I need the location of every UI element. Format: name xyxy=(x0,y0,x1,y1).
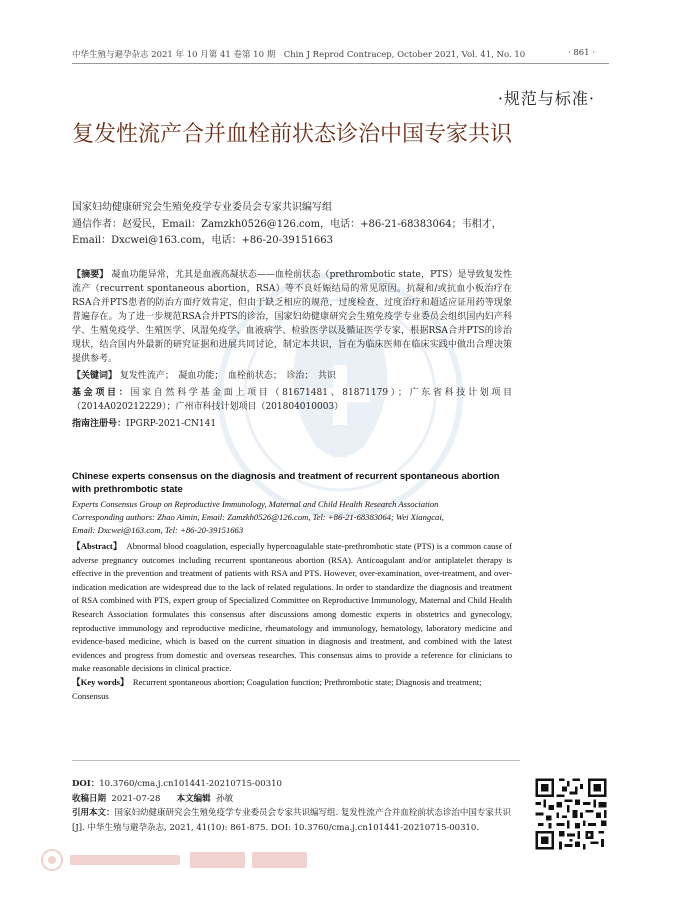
article-footer xyxy=(72,777,522,835)
english-author-group: Experts Consensus Group on Reproductive Immunology, Maternal and Child Health Research Association xyxy=(72,499,439,509)
dates-line xyxy=(72,792,522,807)
english-keywords-label: 【Key words】 xyxy=(72,676,129,687)
fund-text: 国家自然科学基金面上项目（81671481、81871179）；广东省科技计划项目（2014A020212229）；广州市科技计划项目（201804010003） xyxy=(72,388,512,412)
keywords-paragraph xyxy=(72,369,512,383)
publisher-logo xyxy=(40,848,330,872)
received-label: 收稿日期 xyxy=(72,793,107,804)
doi-line xyxy=(72,777,522,792)
editor-label: 本文编辑 xyxy=(176,793,211,804)
footer-divider xyxy=(72,760,520,761)
editor-name: 孙敏 xyxy=(216,793,234,804)
article-title: 复发性流产合并血栓前状态诊治中国专家共识 xyxy=(72,122,513,147)
doi-label: DOI： xyxy=(72,779,100,789)
guideline-id: IPGRP-2021-CN141 xyxy=(126,419,217,429)
english-keywords-paragraph xyxy=(72,676,512,703)
qr-code-icon[interactable] xyxy=(533,776,609,852)
english-abstract-text: Abnormal blood coagulation, especially hypercoagulable state-prethrombotic state (PTS) is a common cause of adverse pregnancy outcomes including recurrent spontaneous abortion (RSA). Anticoagulant and/or antiplatelet therapy is effective in the prevention and treatment of patients with RSA and PTS. However, over-examination, over-treatment, and over-indication medication are widespread due to the lack of related regulations. In order to standardize the diagnosis and treatment of RSA combined with PTS, expert group of Specialized Committee on Reproductive Immunology, Maternal and Child Health Research Association formulates this consensus after discussions among domestic experts in obstetrics and gynecology, reproductive immunology and reproductive medicine, rheumatology and immunology, hematology, laboratory medicine and evidence-based medicine, which is based on the current situation in diagnosis and treatment, and combined with the latest evidences and progress from domestic and overseas researches. This consensus aims to provide a reference for clinicians to make reasonable decisions in clinical practice. xyxy=(72,541,513,674)
english-title: Chinese experts consensus on the diagnosis and treatment of recurrent spontaneous abortion with prethrombotic state xyxy=(72,471,500,495)
citation-line xyxy=(72,806,522,835)
chinese-abstract xyxy=(72,268,512,431)
fund-paragraph xyxy=(72,386,512,414)
corresponding-author-line-2: Email：Dxcwei@163.com，电话：+86-20-39151663 xyxy=(72,235,333,246)
running-header-journal: 中华生殖与避孕杂志 2021 年 10 月第 41 卷第 10 期 Chin J Reprod Contracep, October 2021, Vol. 41, No. 10 xyxy=(72,50,526,60)
chinese-abstract-paragraph xyxy=(72,268,512,366)
guideline-paragraph xyxy=(72,417,512,431)
english-corresponding-line-2: Email: Dxcwei@163.com, Tel: +86-20-39151663 xyxy=(72,525,244,535)
author-group: 国家妇幼健康研究会生殖免疫学专业委员会专家共识编写组 xyxy=(72,202,332,213)
citation-label: 引用本文： xyxy=(72,808,115,818)
citation-text: 国家妇幼健康研究会生殖免疫学专业委员会专家共识编写组. 复发性流产合并血栓前状态诊治中国专家共识[J]. 中华生殖与避孕杂志, 2021, 41(10): 861-875. DOI: 10.3760/cma.j.cn101441-20210715-00310. xyxy=(72,808,511,833)
column-label: ·规范与标准· xyxy=(497,89,595,108)
corresponding-author-line-1: 通信作者：赵爱民，Email：Zamzkh0526@126.com，电话：+86-21-68383064；韦相才， xyxy=(72,218,502,230)
header-divider xyxy=(72,63,609,64)
guideline-label: 指南注册号： xyxy=(72,419,127,429)
english-keywords-text: Recurrent spontaneous abortion; Coagulation function; Prethrombotic state; Diagnosis and treatment; Consensus xyxy=(72,676,482,701)
author-block xyxy=(72,200,542,250)
english-abstract-paragraph xyxy=(72,540,512,676)
doi-link[interactable]: 10.3760/cma.j.cn101441-20210715-00310 xyxy=(99,779,282,789)
english-corresponding-line-1: Corresponding authors: Zhao Aimin, Email: Zamzkh0526@126.com, Tel: +86-21-68383064; Wei Xiangcai, xyxy=(72,512,444,522)
english-abstract-block xyxy=(72,470,512,703)
received-date: 2021-07-28 xyxy=(111,793,161,804)
abstract-text: 凝血功能异常，尤其是血液高凝状态——血栓前状态（prethrombotic state，PTS）是导致复发性流产（recurrent spontaneous abortion，RSA）等不良妊娠结局的常见原因。抗凝和/或抗血小板治疗在RSA合并PTS患者的防治方面疗效肯定，但由于缺乏相应的规范，过度检查、过度治疗和超适应证用药等现象普遍存在。为了进一步规范RSA合并PTS的诊治，国家妇幼健康研究会生殖免疫学专业委员会组织国内妇产科学、生殖免疫学、生殖医学、风湿免疫学、血液病学、检验医学以及循证医学专家，根据RSA合并PTS的诊治现状，结合国内外最新的研究证据和进展共同讨论，制定本共识，旨在为临床医师在临床实践中做出合理决策提供参考。 xyxy=(72,270,512,364)
fund-label: 基金项目： xyxy=(72,388,131,398)
keywords-text: 复发性流产； 凝血功能； 血栓前状态； 诊治； 共识 xyxy=(119,371,336,381)
page-number: · 861 · xyxy=(567,48,595,58)
keywords-label: 【关键词】 xyxy=(72,371,118,381)
abstract-label: 【摘要】 xyxy=(72,270,109,280)
english-abstract-label: 【Abstract】 xyxy=(72,541,122,551)
